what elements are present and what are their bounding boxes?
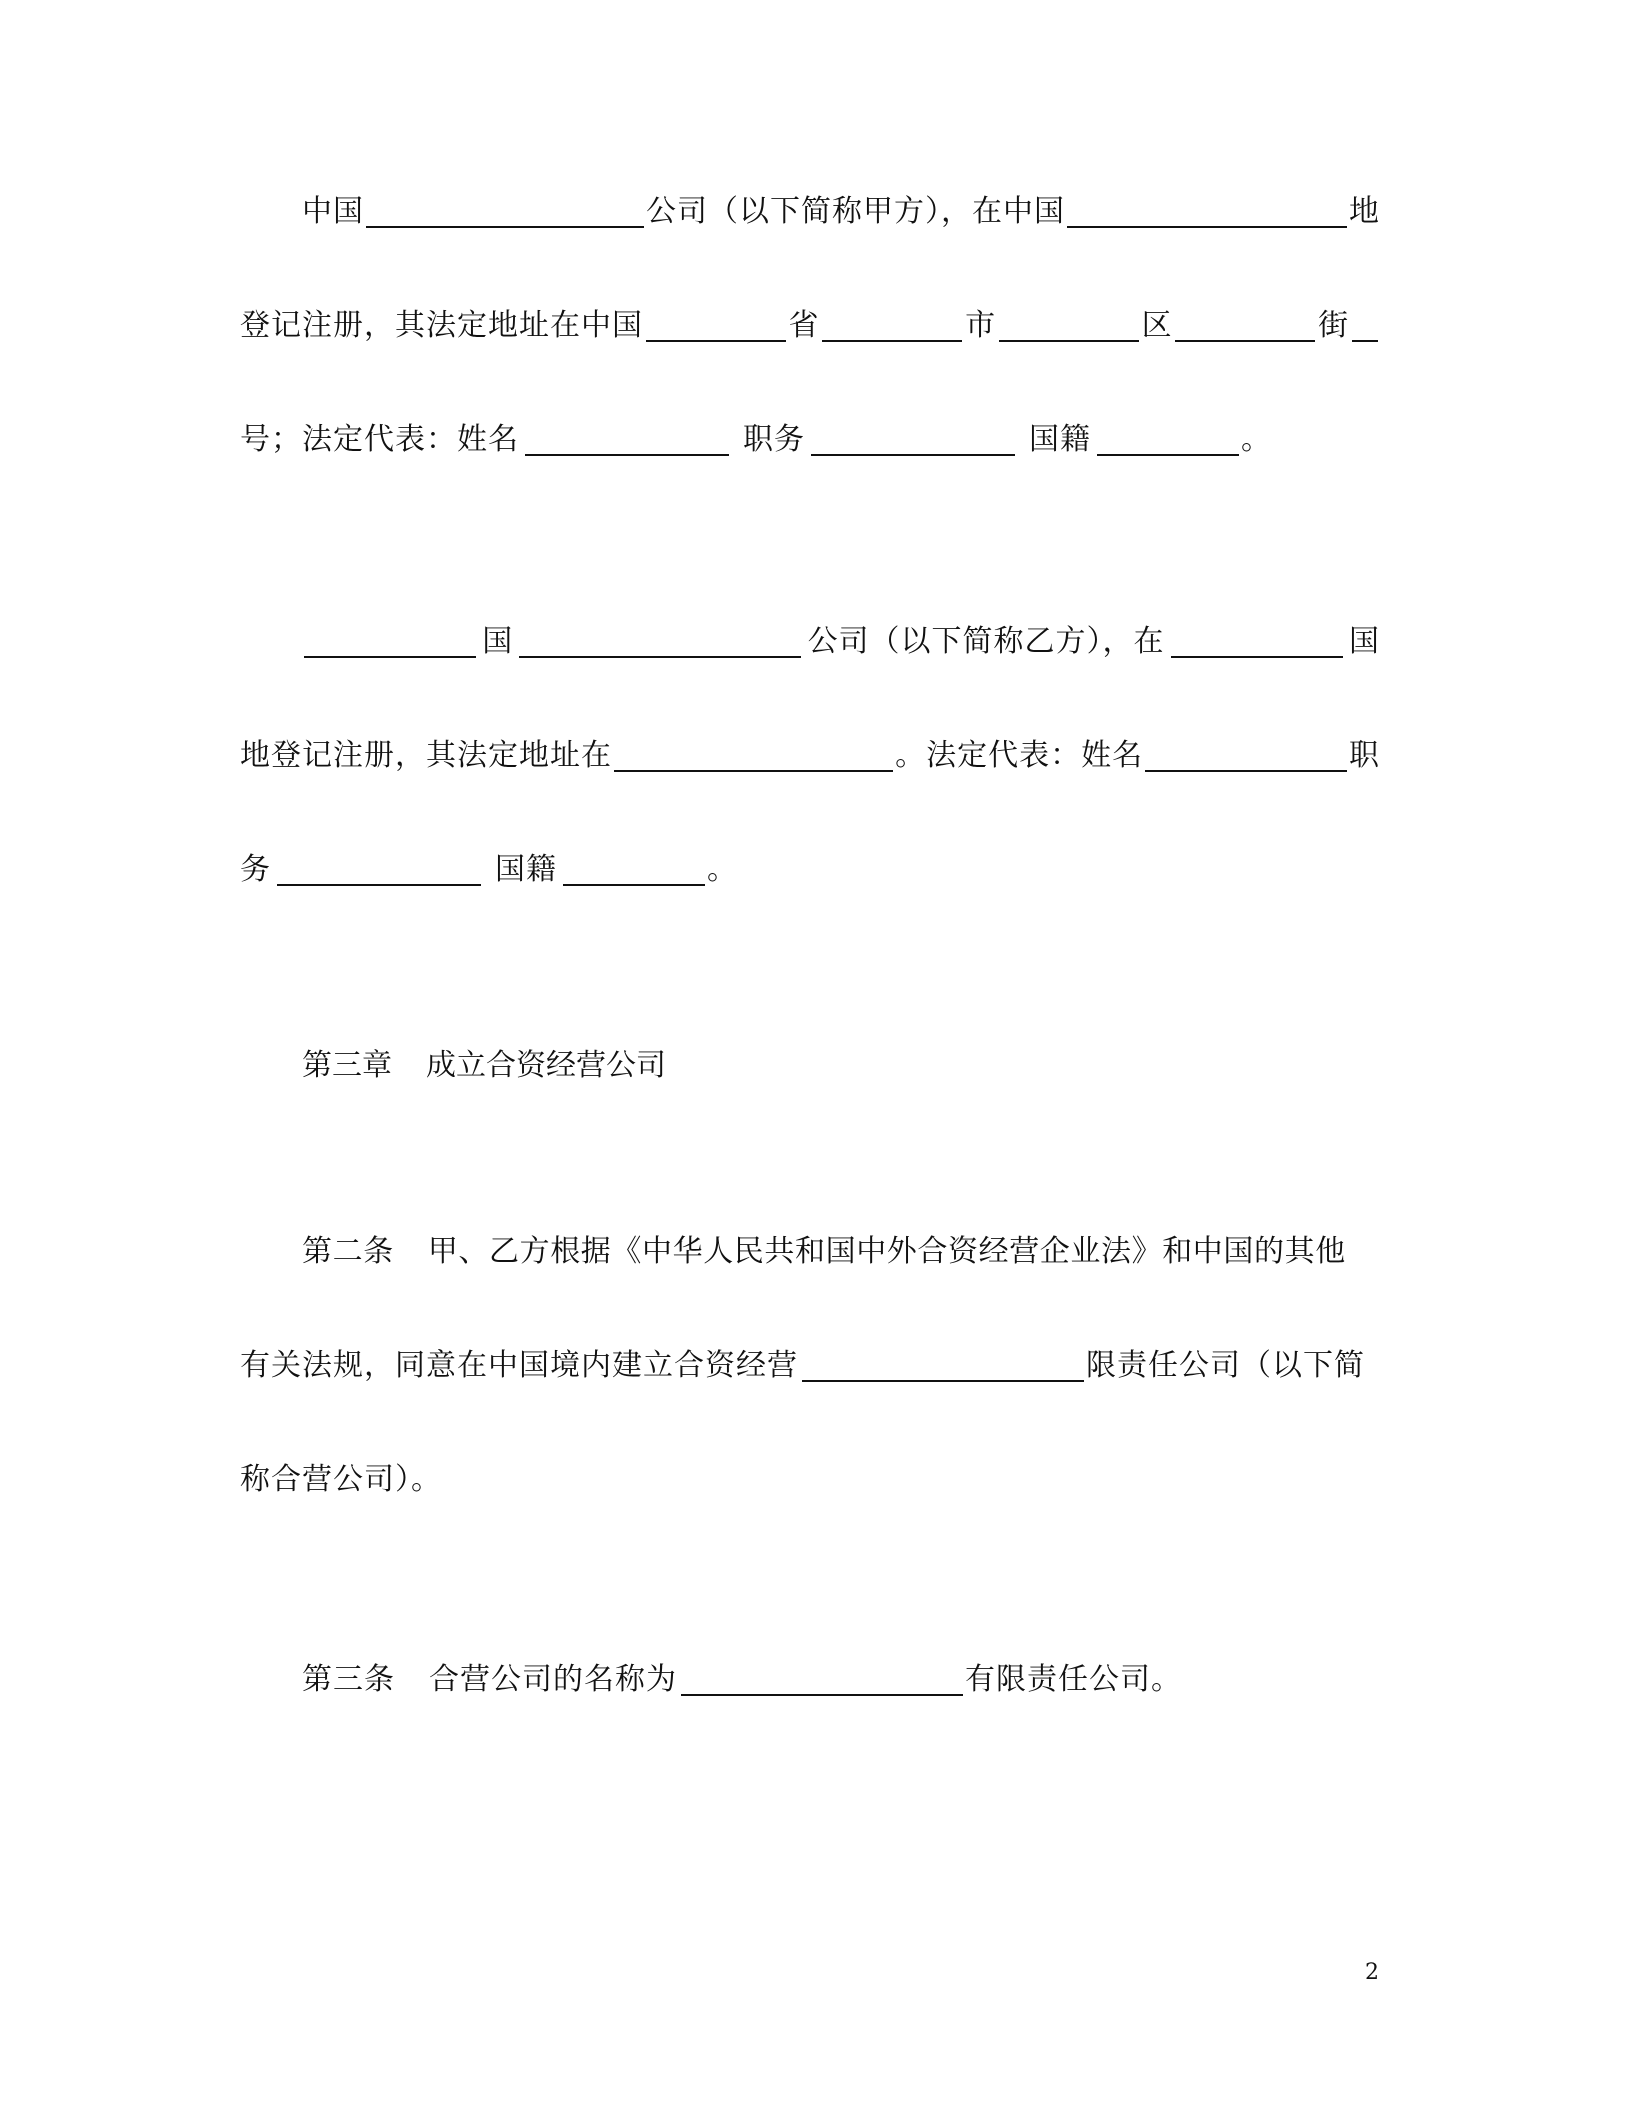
- blank-rep-name[interactable]: [525, 454, 729, 456]
- page-number: 2: [1365, 1960, 1379, 1985]
- blank-position-b[interactable]: [277, 884, 481, 886]
- blank-nationality-b[interactable]: [563, 884, 705, 886]
- party-a-line-3: [240, 410, 1380, 470]
- party-a-line-2: [240, 296, 1380, 356]
- text-position: 职务: [743, 422, 805, 457]
- article-2-label: 第二条: [302, 1234, 394, 1269]
- article-2-line-2: [240, 1336, 1380, 1396]
- blank-position[interactable]: [811, 454, 1015, 456]
- blank-party-b-name[interactable]: [519, 656, 801, 658]
- article-2-text-1: 甲、乙方根据《中华人民共和国中外合资经营企业法》和中国的其他: [427, 1234, 1346, 1269]
- text-guo: 国: [482, 624, 514, 659]
- chapter-label: 第三章: [302, 1048, 392, 1083]
- blank-street[interactable]: [1175, 340, 1315, 342]
- text-period: 。: [1241, 422, 1272, 457]
- text-street: 街: [1318, 308, 1350, 343]
- blank-registration-place[interactable]: [1067, 226, 1347, 228]
- text-period-b: 。: [707, 852, 738, 887]
- article-3-label: 第三条: [302, 1662, 395, 1697]
- text-legal-rep-b: 。法定代表：姓名: [895, 738, 1144, 773]
- chapter-title: 成立合资经营公司: [426, 1048, 666, 1083]
- party-b-line-2: [240, 726, 1380, 786]
- text-district: 区: [1141, 308, 1173, 343]
- blank-province[interactable]: [646, 340, 786, 342]
- text-legal-rep-name: 号；法定代表：姓名: [240, 422, 519, 457]
- text-di: 地: [1349, 194, 1380, 229]
- text-china: 中国: [302, 194, 364, 229]
- blank-registration-country[interactable]: [1171, 656, 1343, 658]
- party-b-line-1: [302, 612, 1380, 672]
- text-company-abbrev-b: 公司（以下简称乙方），在: [807, 624, 1165, 659]
- blank-party-a-name[interactable]: [366, 226, 644, 228]
- blank-rep-name-b[interactable]: [1145, 770, 1347, 772]
- text-registration: 登记注册，其法定地址在中国: [240, 308, 643, 343]
- article-3-line: [302, 1650, 1380, 1710]
- blank-country[interactable]: [304, 656, 476, 658]
- text-city: 市: [965, 308, 997, 343]
- text-company-abbrev: 公司（以下简称甲方），在中国: [646, 194, 1065, 229]
- article-2-line-3: [240, 1450, 1380, 1510]
- article-3-end: 有限责任公司。: [965, 1662, 1182, 1697]
- article-2-text-2b: 限责任公司（以下简: [1086, 1348, 1365, 1383]
- text-wu: 务: [240, 852, 271, 887]
- blank-jv-company-name[interactable]: [802, 1380, 1084, 1382]
- text-nationality-b: 国籍: [495, 852, 557, 887]
- chapter-heading: [302, 1036, 666, 1096]
- article-3-text: 合营公司的名称为: [429, 1662, 677, 1697]
- party-b-line-3: [240, 840, 1380, 900]
- article-2-text-3: 称合营公司）。: [240, 1462, 442, 1497]
- blank-jv-name[interactable]: [681, 1694, 963, 1696]
- text-zhi: 职: [1349, 738, 1380, 773]
- article-2-line-1: [302, 1222, 1346, 1282]
- text-registration-b: 地登记注册，其法定地址在: [240, 738, 612, 773]
- blank-legal-address[interactable]: [614, 770, 893, 772]
- text-province: 省: [788, 308, 820, 343]
- party-a-line-1: [302, 182, 1380, 242]
- blank-nationality[interactable]: [1097, 454, 1239, 456]
- blank-city[interactable]: [822, 340, 962, 342]
- blank-district[interactable]: [999, 340, 1139, 342]
- article-2-text-2a: 有关法规，同意在中国境内建立合资经营: [240, 1348, 798, 1383]
- text-nationality: 国籍: [1029, 422, 1091, 457]
- text-guo-2: 国: [1348, 624, 1380, 659]
- blank-street-number[interactable]: [1352, 340, 1378, 342]
